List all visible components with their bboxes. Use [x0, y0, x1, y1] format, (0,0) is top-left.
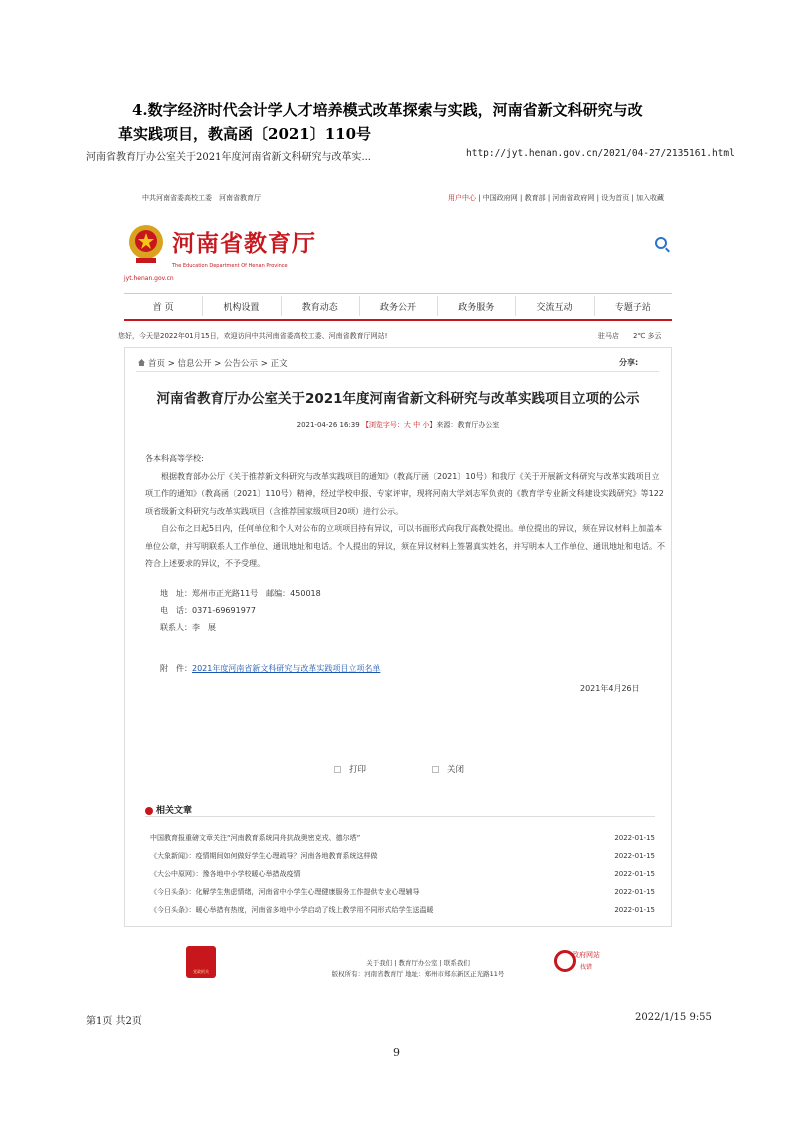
attachment [160, 663, 380, 674]
print-header-url: http://jyt.henan.gov.cn/2021/04-27/2135161.html [466, 148, 735, 159]
user-center-link[interactable]: 用户中心 [448, 194, 476, 202]
attachment-label: 附 件： [160, 664, 192, 673]
contact-address: 地 址：郑州市正光路11号 邮编：450018 [160, 589, 321, 598]
gov-site-label: 政府网站 [572, 951, 600, 959]
page-number: 9 [393, 1046, 400, 1059]
national-emblem-icon [124, 222, 168, 266]
list-item[interactable] [150, 847, 655, 865]
nav-organization[interactable]: 机构设置 [202, 300, 280, 313]
print-time: 2022/1/15 9:55 [635, 1012, 712, 1023]
font-size-switch[interactable]: 【浏览字号：大 中 小】 [361, 421, 437, 429]
nav-interaction[interactable]: 交流互动 [515, 300, 593, 313]
related-title[interactable]: 《今日头条》：化解学生焦虑情绪，河南省中小学生心理健康服务工作提供专业心理辅导 [150, 888, 420, 896]
footer-links[interactable]: 关于我们 | 教育厅办公室 | 联系我们 [366, 959, 470, 967]
breadcrumb-text[interactable]: 首页 > 信息公开 > 公告公示 > 正文 [148, 359, 288, 369]
related-heading [145, 803, 192, 816]
article-date-time: 2021-04-26 16:39 [296, 421, 360, 429]
panel-divider [136, 371, 659, 372]
gov-site-error-badge[interactable] [554, 950, 614, 976]
home-icon [138, 359, 145, 366]
badge-text: 党政机关 [193, 969, 209, 974]
print-header-title: 河南省教育厅办公室关于2021年度河南省新文科研究与改革实... [86, 152, 371, 163]
related-date: 2022-01-15 [614, 870, 655, 878]
related-title[interactable]: 《今日头条》：暖心举措有热度，河南省多地中小学启动了线上教学用不同形式给学生送温暖 [150, 906, 434, 914]
article-meta [124, 420, 672, 430]
related-date: 2022-01-15 [614, 834, 655, 842]
related-date: 2022-01-15 [614, 906, 655, 914]
related-title[interactable]: 中国教育报重磅文章关注“河南教育系统同舟抗战奥密克戎、德尔塔” [150, 834, 361, 842]
heading-line-2: 革实践项目，教高函〔2021〕110号 [118, 125, 372, 143]
list-item[interactable] [150, 901, 655, 919]
weather-text: 驻马店 2℃ 多云 [598, 332, 662, 340]
heading-line-1: 4.数字经济时代会计学人才培养模式改革探索与实践，河南省新文科研究与改 [132, 101, 643, 119]
nav-home[interactable]: 首 页 [152, 303, 174, 313]
breadcrumb[interactable] [138, 357, 288, 369]
article-sign-date: 2021年4月26日 [580, 684, 640, 693]
related-date: 2022-01-15 [614, 888, 655, 896]
paragraph-1: 根据教育部办公厅《关于推荐新文科研究与改革实践项目的通知》（教高厅函〔2021〕10号）和我厅《关于开展新文科研究与改革实践项目立项工作的通知》（教高函〔2021〕110号）精神，经过学校申报、专家评审，现将河南大学刘志军负责的《教育学专业新文科建设实践研究》等122项省级新文科研究与改革实践项目（含推荐国家级项目20项）进行公示。 [145, 471, 664, 516]
nav-government-services[interactable]: 政务服务 [437, 300, 515, 313]
list-item[interactable] [150, 883, 655, 901]
related-title[interactable]: 《大公中原网》：豫各地中小学校暖心举措战疫情 [150, 870, 301, 878]
welcome-text: 您好，今天是2022年01月15日，欢迎访问中共河南省委高校工委、河南省教育厅网站! [118, 332, 388, 340]
contact-block [160, 585, 321, 636]
related-list [150, 829, 655, 919]
party-government-badge[interactable] [186, 946, 216, 978]
site-top-links [448, 193, 664, 203]
site-domain: jyt.henan.gov.cn [124, 275, 174, 282]
search-icon[interactable] [655, 237, 667, 249]
article-source: 来源：教育厅办公室 [436, 421, 500, 429]
close-button[interactable] [432, 763, 464, 775]
salutation: 各本科高等学校: [145, 454, 204, 463]
document-heading [118, 98, 692, 146]
article-title: 河南省教育厅办公室关于2021年度河南省新文科研究与改革实践项目立项的公示 [156, 391, 640, 407]
list-item[interactable] [150, 829, 655, 847]
print-page-count: 第1页 共2页 [86, 1016, 142, 1027]
related-heading-text: 相关文章 [156, 806, 193, 816]
nav-education-news[interactable]: 教育动态 [281, 300, 359, 313]
list-item[interactable] [150, 865, 655, 883]
nav-government-affairs[interactable]: 政务公开 [359, 300, 437, 313]
close-label: 关闭 [447, 765, 465, 775]
close-icon [432, 766, 439, 773]
printer-icon [334, 766, 341, 773]
site-top-org: 中共河南省委高校工委 河南省教育厅 [142, 194, 261, 202]
top-links-text[interactable]: | 中国政府网 | 教育部 | 河南省政府网 | 设为首页 | 加入收藏 [476, 194, 665, 202]
article-body [145, 450, 665, 573]
footer-copyright: 版权所有：河南省教育厅 地址：郑州市郑东新区正光路11号 [331, 970, 505, 978]
footer-info [298, 958, 538, 980]
contact-phone: 电 话：0371-69691977 [160, 606, 256, 615]
share-label: 分享: [619, 358, 639, 367]
contact-person: 联系人：李 展 [160, 623, 216, 632]
related-date: 2022-01-15 [614, 852, 655, 860]
print-label: 打印 [349, 765, 367, 775]
nav-topics[interactable]: 专题子站 [594, 300, 672, 313]
related-title[interactable]: 《大象新闻》：疫情期间如何做好学生心理疏导？河南各地教育系统这样做 [150, 852, 378, 860]
paragraph-2: 自公布之日起5日内，任何单位和个人对公布的立项项目持有异议，可以书面形式向我厅高教处提出。单位提出的异议，须在异议材料上加盖本单位公章，并写明联系人工作单位、通讯地址和电话。个人提出的异议，须在异议材料上签署真实姓名，并写明本人工作单位、通讯地址和电话。不符合上述要求的异议，不予受理。 [145, 524, 665, 568]
site-logo-text[interactable]: 河南省教育厅 [172, 231, 316, 257]
site-logo-subtitle: The Education Department Of Henan Province [172, 263, 288, 269]
related-divider [145, 816, 655, 817]
related-bullet-icon [145, 807, 153, 815]
main-nav [124, 293, 672, 321]
find-error-label: 找错 [580, 964, 593, 971]
attachment-link[interactable]: 2021年度河南省新文科研究与改革实践项目立项名单 [192, 664, 381, 673]
print-button[interactable] [334, 763, 366, 775]
